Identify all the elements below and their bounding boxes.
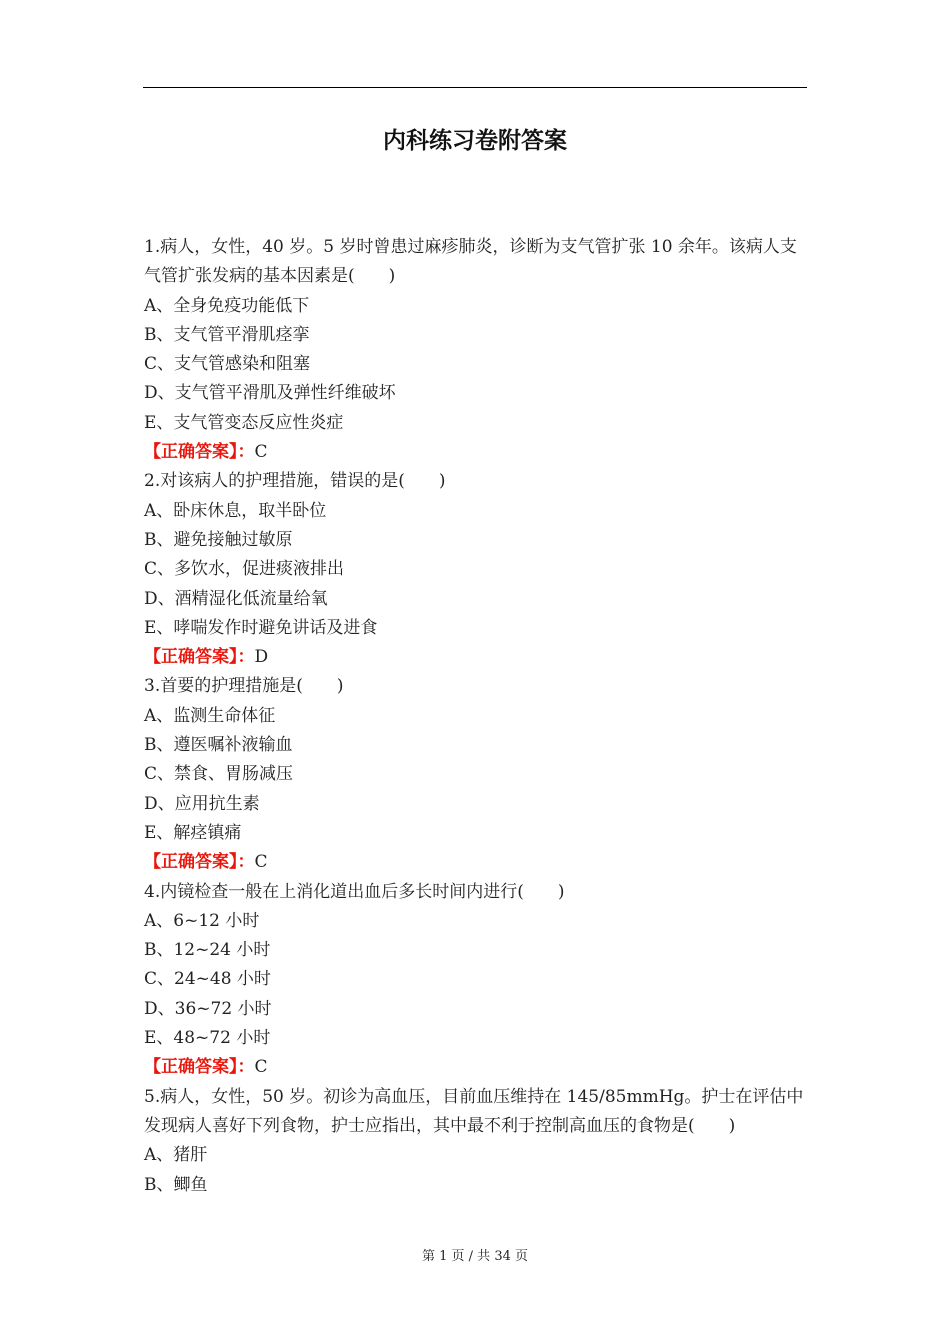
option-a: A、6~12 小时: [144, 910, 260, 931]
question-4: [144, 878, 810, 1083]
answer-label: 【正确答案】：: [144, 647, 255, 668]
option-e: E、解痉镇痛: [144, 822, 242, 843]
option-e: E、支气管变态反应性炎症: [144, 412, 344, 433]
answer-value: C: [254, 442, 268, 463]
header-rule: [143, 87, 807, 88]
option-b: B、支气管平滑肌痉挛: [144, 324, 310, 345]
option-c: C、24~48 小时: [144, 969, 271, 990]
question-text: 1.病人，女性，40 岁。5 岁时曾患过麻疹肺炎，诊断为支气管扩张 10 余年。该病人支气管扩张发病的基本因素是( ): [144, 237, 797, 287]
option-b: B、鲫鱼: [144, 1174, 208, 1195]
answer-line: [144, 848, 810, 877]
option-d: D、应用抗生素: [144, 793, 260, 814]
option-d: D、36~72 小时: [144, 998, 272, 1019]
option-c: C、支气管感染和阻塞: [144, 354, 311, 375]
answer-label: 【正确答案】：: [144, 442, 255, 463]
answer-label: 【正确答案】：: [144, 1057, 255, 1078]
option-b: B、遵医嘱补液输血: [144, 735, 293, 756]
answer-label: 【正确答案】：: [144, 852, 255, 873]
question-text: 5.病人，女性，50 岁。初诊为高血压，目前血压维持在 145/85mmHg。护士在评估中发现病人喜好下列食物，护士应指出，其中最不利于控制高血压的食物是( ): [144, 1086, 804, 1136]
option-b: B、避免接触过敏原: [144, 529, 293, 550]
option-c: C、禁食、胃肠减压: [144, 764, 294, 785]
question-1: [144, 233, 810, 467]
answer-line: [144, 438, 810, 467]
question-2: [144, 467, 810, 672]
question-list: [144, 233, 810, 1200]
option-d: D、支气管平滑肌及弹性纤维破坏: [144, 383, 396, 404]
option-e: E、哮喘发作时避免讲话及进食: [144, 617, 378, 638]
page-footer: 第 1 页 / 共 34 页: [422, 1249, 528, 1264]
question-3: [144, 672, 810, 877]
answer-value: D: [254, 647, 269, 668]
question-5: [144, 1083, 810, 1200]
option-a: A、监测生命体征: [144, 705, 276, 726]
question-text: 2.对该病人的护理措施，错误的是( ): [144, 471, 446, 492]
answer-value: C: [254, 1057, 268, 1078]
option-e: E、48~72 小时: [144, 1028, 271, 1049]
option-a: A、全身免疫功能低下: [144, 295, 310, 316]
option-d: D、酒精湿化低流量给氧: [144, 588, 328, 609]
option-b: B、12~24 小时: [144, 940, 271, 961]
answer-line: [144, 1053, 810, 1082]
option-a: A、卧床休息，取半卧位: [144, 500, 327, 521]
question-text: 4.内镜检查一般在上消化道出血后多长时间内进行( ): [144, 881, 565, 902]
option-a: A、猪肝: [144, 1145, 208, 1166]
question-text: 3.首要的护理措施是( ): [144, 676, 344, 697]
document-title: 内科练习卷附答案: [383, 128, 567, 154]
answer-line: [144, 643, 810, 672]
answer-value: C: [254, 852, 268, 873]
option-c: C、多饮水，促进痰液排出: [144, 559, 345, 580]
